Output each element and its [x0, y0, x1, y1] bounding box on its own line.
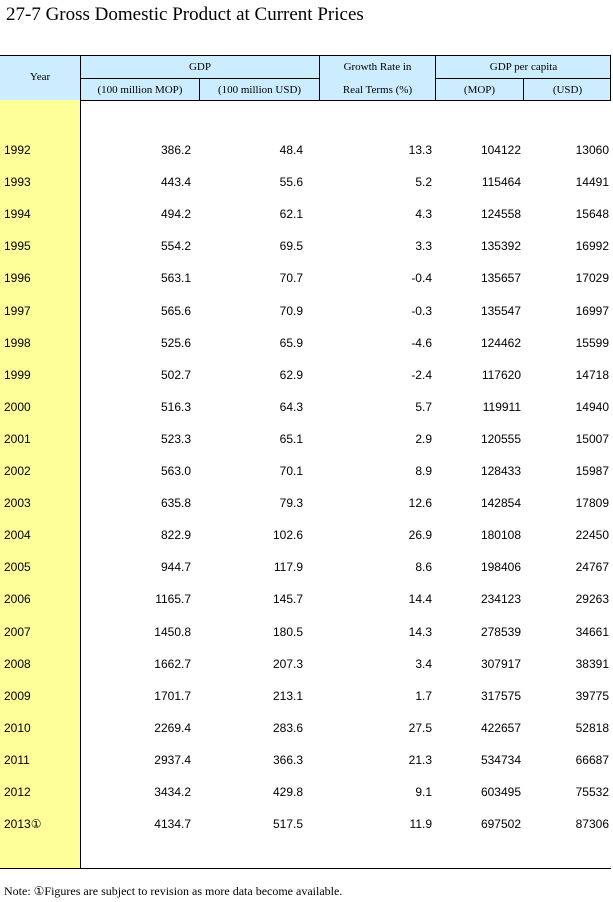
- header-per-capita: GDP per capita: [489, 61, 558, 73]
- per-capita-mop-cell: 198406: [480, 560, 521, 575]
- header-divider: [523, 79, 524, 100]
- per-capita-usd-cell: 52818: [575, 720, 609, 735]
- per-capita-usd-cell: 66687: [575, 752, 609, 767]
- year-cell: 2001: [4, 431, 31, 446]
- growth-rate-cell: 13.3: [408, 143, 432, 157]
- table-row: [0, 526, 611, 546]
- footnote: Note: ①Figures are subject to revision as more data become available.: [4, 884, 343, 898]
- header-gdp: GDP: [188, 61, 211, 73]
- per-capita-mop-cell: 422657: [480, 720, 521, 735]
- table-row: [0, 269, 611, 289]
- growth-rate-cell: 14.4: [408, 592, 432, 607]
- per-capita-usd-cell: 15599: [575, 335, 609, 350]
- growth-rate-cell: 5.2: [415, 175, 432, 190]
- gdp-mop-cell: 822.9: [160, 528, 191, 543]
- per-capita-mop-cell: 135657: [480, 271, 521, 286]
- gdp-mop-cell: 944.7: [160, 560, 191, 575]
- per-capita-mop-cell: 120555: [480, 431, 521, 446]
- per-capita-usd-cell: 24767: [575, 560, 609, 575]
- growth-rate-cell: 8.6: [415, 560, 432, 575]
- gdp-usd-cell: 145.7: [272, 592, 303, 607]
- gdp-mop-cell: 502.7: [160, 367, 191, 382]
- gdp-usd-cell: 102.6: [272, 528, 303, 543]
- year-cell: 2013①: [4, 817, 42, 832]
- per-capita-usd-cell: 38391: [575, 656, 609, 671]
- growth-rate-cell: -4.6: [411, 335, 432, 350]
- gdp-usd-cell: 70.7: [279, 271, 303, 286]
- per-capita-usd-cell: 17029: [575, 271, 609, 286]
- per-capita-mop-cell: 697502: [480, 817, 521, 832]
- header-growth-line1: Growth Rate in: [343, 61, 412, 73]
- per-capita-mop-cell: 534734: [480, 752, 521, 767]
- header-divider: [319, 56, 320, 100]
- table-row: [0, 590, 611, 610]
- gdp-mop-cell: 516.3: [160, 399, 191, 414]
- per-capita-usd-cell: 14940: [575, 399, 609, 414]
- table-row: [0, 494, 611, 514]
- year-cell: 1993: [4, 175, 31, 190]
- gdp-mop-cell: 1662.7: [154, 656, 191, 671]
- gdp-mop-cell: 1701.7: [154, 688, 191, 703]
- header-pc-mop: (MOP): [463, 84, 496, 96]
- gdp-mop-cell: 1450.8: [154, 624, 191, 639]
- year-cell: 2002: [4, 464, 31, 478]
- per-capita-mop-cell: 603495: [480, 785, 521, 799]
- per-capita-usd-cell: 14718: [575, 367, 609, 382]
- gdp-mop-cell: 494.2: [160, 207, 191, 222]
- year-cell: 2003: [4, 496, 31, 511]
- year-cell: 2009: [4, 688, 31, 703]
- year-cell: 1997: [4, 303, 31, 318]
- growth-rate-cell: -0.3: [411, 303, 432, 318]
- per-capita-mop-cell: 180108: [480, 528, 521, 543]
- gdp-usd-cell: 69.5: [279, 239, 303, 254]
- gdp-mop-cell: 386.2: [160, 143, 191, 157]
- table-row: [0, 655, 611, 675]
- header-growth-line2: Real Terms (%): [342, 84, 413, 96]
- growth-rate-cell: 3.4: [415, 656, 432, 671]
- per-capita-usd-cell: 39775: [575, 688, 609, 703]
- growth-rate-cell: -0.4: [411, 271, 432, 286]
- year-cell: 2012: [4, 785, 31, 799]
- gdp-mop-cell: 525.6: [160, 335, 191, 350]
- year-cell: 1998: [4, 335, 31, 350]
- per-capita-mop-cell: 117620: [481, 367, 521, 382]
- per-capita-mop-cell: 104122: [480, 143, 521, 157]
- per-capita-mop-cell: 128433: [480, 464, 521, 478]
- per-capita-usd-cell: 16997: [575, 303, 609, 318]
- gdp-mop-cell: 563.1: [160, 271, 191, 286]
- year-cell: 2000: [4, 399, 31, 414]
- table-bottom-rule: [0, 868, 611, 869]
- table-row: [0, 173, 611, 193]
- year-cell: 2005: [4, 560, 31, 575]
- growth-rate-cell: 5.7: [415, 399, 432, 414]
- header-bottom-rule: [0, 100, 611, 101]
- per-capita-mop-cell: 142854: [480, 496, 521, 511]
- per-capita-usd-cell: 13060: [575, 143, 609, 157]
- table-row: [0, 141, 611, 161]
- growth-rate-cell: 8.9: [415, 464, 432, 478]
- per-capita-mop-cell: 234123: [480, 592, 521, 607]
- growth-rate-cell: 21.3: [408, 752, 432, 767]
- growth-rate-cell: 9.1: [415, 785, 432, 799]
- table-row: [0, 366, 611, 386]
- header-year: Year: [29, 71, 51, 83]
- per-capita-usd-cell: 15007: [575, 431, 609, 446]
- gdp-mop-cell: 443.4: [160, 175, 191, 190]
- table-row: [0, 815, 611, 835]
- per-capita-usd-cell: 16992: [575, 239, 609, 254]
- year-cell: 2004: [4, 528, 31, 543]
- per-capita-mop-cell: 119911: [482, 399, 521, 414]
- table-row: [0, 558, 611, 578]
- gdp-mop-cell: 1165.7: [155, 592, 191, 607]
- gdp-usd-cell: 117.9: [273, 560, 303, 575]
- year-cell: 2010: [4, 720, 31, 735]
- year-cell: 1996: [4, 271, 31, 286]
- per-capita-mop-cell: 317575: [480, 688, 521, 703]
- table-row: [0, 237, 611, 257]
- growth-rate-cell: 12.6: [408, 496, 432, 511]
- year-cell: 1994: [4, 207, 31, 222]
- header-gdp-mop: (100 million MOP): [97, 84, 183, 96]
- per-capita-usd-cell: 29263: [575, 592, 609, 607]
- header-divider: [610, 56, 611, 100]
- gdp-usd-cell: 283.6: [272, 720, 303, 735]
- gdp-usd-cell: 48.4: [279, 143, 303, 157]
- table-row: [0, 398, 611, 418]
- year-cell: 2007: [4, 624, 31, 639]
- per-capita-usd-cell: 14491: [575, 175, 609, 190]
- year-cell: 2008: [4, 656, 31, 671]
- gdp-usd-cell: 70.1: [279, 464, 303, 478]
- header-pc-usd: (USD): [552, 84, 583, 96]
- per-capita-mop-cell: 135547: [480, 303, 521, 318]
- gdp-usd-cell: 79.3: [279, 496, 303, 511]
- table-row: [0, 623, 611, 643]
- gdp-mop-cell: 635.8: [160, 496, 191, 511]
- gdp-usd-cell: 65.1: [279, 431, 303, 446]
- year-cell: 1992: [4, 143, 31, 157]
- gdp-mop-cell: 554.2: [160, 239, 191, 254]
- table-row: [0, 430, 611, 450]
- per-capita-usd-cell: 34661: [575, 624, 609, 639]
- growth-rate-cell: 11.9: [409, 817, 432, 832]
- gdp-mop-cell: 2269.4: [154, 720, 191, 735]
- gdp-mop-cell: 565.6: [160, 303, 191, 318]
- gdp-mop-cell: 523.3: [160, 431, 191, 446]
- per-capita-mop-cell: 115464: [481, 175, 521, 190]
- table-row: [0, 751, 611, 771]
- header-gdp-sub-rule: [81, 78, 319, 79]
- year-cell: 1999: [4, 367, 31, 382]
- gdp-mop-cell: 2937.4: [154, 752, 191, 767]
- table-row: [0, 205, 611, 225]
- per-capita-mop-cell: 135392: [480, 239, 521, 254]
- growth-rate-cell: 2.9: [415, 431, 432, 446]
- per-capita-mop-cell: 124558: [480, 207, 521, 222]
- growth-rate-cell: 27.5: [408, 720, 432, 735]
- table-row: [0, 334, 611, 354]
- per-capita-mop-cell: 278539: [480, 624, 521, 639]
- table-row: [0, 719, 611, 739]
- per-capita-mop-cell: 307917: [480, 656, 521, 671]
- per-capita-usd-cell: 75532: [575, 785, 609, 799]
- gdp-usd-cell: 64.3: [279, 399, 303, 414]
- gdp-usd-cell: 62.9: [279, 367, 303, 382]
- year-cell: 1995: [4, 239, 31, 254]
- table-row: [0, 783, 611, 803]
- per-capita-mop-cell: 124462: [480, 335, 521, 350]
- per-capita-usd-cell: 17809: [575, 496, 609, 511]
- table-row: [0, 462, 611, 482]
- gdp-usd-cell: 70.9: [279, 303, 303, 318]
- growth-rate-cell: 26.9: [408, 528, 432, 543]
- growth-rate-cell: 14.3: [408, 624, 432, 639]
- per-capita-usd-cell: 15648: [575, 207, 609, 222]
- gdp-usd-cell: 207.3: [272, 656, 303, 671]
- gdp-usd-cell: 366.3: [272, 752, 303, 767]
- per-capita-usd-cell: 15987: [575, 464, 609, 478]
- header-gdp-usd: (100 million USD): [217, 84, 302, 96]
- gdp-usd-cell: 180.5: [272, 624, 303, 639]
- year-cell: 2011: [4, 752, 30, 767]
- page-title: 27-7 Gross Domestic Product at Current Prices: [6, 4, 364, 25]
- gdp-mop-cell: 563.0: [160, 464, 191, 478]
- header-divider: [80, 56, 81, 100]
- table-row: [0, 687, 611, 707]
- table-row: [0, 302, 611, 322]
- gdp-usd-cell: 55.6: [279, 175, 303, 190]
- gdp-usd-cell: 65.9: [279, 335, 303, 350]
- growth-rate-cell: 1.7: [415, 688, 432, 703]
- growth-rate-cell: 4.3: [415, 207, 432, 222]
- gdp-mop-cell: 3434.2: [154, 785, 191, 799]
- gdp-usd-cell: 517.5: [272, 817, 303, 832]
- gdp-mop-cell: 4134.7: [154, 817, 191, 832]
- per-capita-usd-cell: 22450: [575, 528, 609, 543]
- gdp-usd-cell: 213.1: [272, 688, 303, 703]
- gdp-usd-cell: 429.8: [272, 785, 303, 799]
- gdp-usd-cell: 62.1: [279, 207, 303, 222]
- year-cell: 2006: [4, 592, 31, 607]
- growth-rate-cell: 3.3: [415, 239, 432, 254]
- header-divider: [435, 56, 436, 100]
- per-capita-usd-cell: 87306: [575, 817, 609, 832]
- header-divider: [199, 79, 200, 100]
- growth-rate-cell: -2.4: [411, 367, 432, 382]
